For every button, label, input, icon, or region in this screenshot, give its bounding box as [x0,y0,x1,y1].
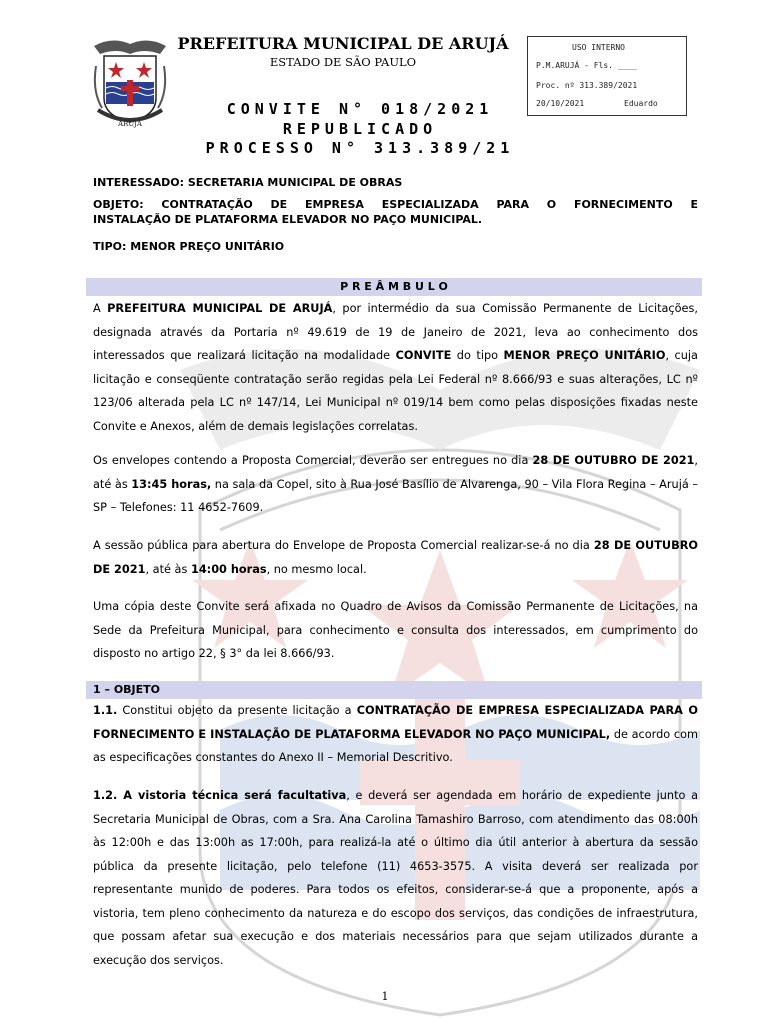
svg-text:ARUJÁ: ARUJÁ [118,120,142,128]
preambulo-paragraph-3: A sessão pública para abertura do Envelope de Proposta Comercial realizar-se-á no dia 28 DE OUTUBRO DE 2021, até às 14:00 horas, no mesmo local. [93,539,699,576]
objeto-label-line1: OBJETO: CONTRATAÇÃO DE EMPRESA ESPECIALIZADA PARA O FORNECIMENTO E [93,198,698,211]
page-title: PREFEITURA MUNICIPAL DE ARUJÁ [177,34,509,53]
objeto-label-line2: INSTALAÇÃO DE PLATAFORMA ELEVADOR NO PAÇO MUNICIPAL. [93,213,483,226]
stamp-line-3: Proc. nº 313.389/2021 [536,81,638,90]
preambulo-paragraph-1: A PREFEITURA MUNICIPAL DE ARUJÁ, por intermédio da sua Comissão Permanente de Licitações, designada através da Portaria nº 49.619 de 19 de Janeiro de 2021, leva ao conhecimento dos interessados que realizará licitação na modalidade CONVITE do tipo MENOR PREÇO UNITÁRIO, cuja licitação e conseqüente contratação serão regidas pela Lei Federal nº 8.666/93 e suas alterações, LC nº 123/06 alterada pela LC nº 147/14, Lei Municipal nº 019/14 bem como pelas disposições fixadas neste Convite e Anexos, além de demais legislações correlatas. [93,302,698,433]
objeto-heading: 1 – OBJETO [93,683,161,696]
stamp-line-1: USO INTERNO [572,43,625,52]
page-subtitle: ESTADO DE SÃO PAULO [269,55,417,69]
page-number: 1 [381,990,389,1003]
interessado-label: INTERESSADO: SECRETARIA MUNICIPAL DE OBRAS [93,176,403,189]
section-1-2: 1.2. A vistoria técnica será facultativa, e deverá ser agendada em horário de expediente junto a Secretaria Municipal de Obras, com a Sra. Ana Carolina Tamashiro Barroso, com atendimento das 08:00h às 12:00h e das 13:00h as 17:00h, para realizá-la até o último dia útil anterior à abertura da sessão pública da presente licitação, pelo telefone (11) 4653-3575. A visita deverá ser realizada por representante munido de poderes. Para todos os efeitos, considerar-se-á que a proponente, após a vistoria, tem pleno conhecimento da natureza e do escopo dos serviços, das condições de infraestrutura, que possam afetar sua execução e dos materiais necessários para que sejam utilizados durante a execução dos serviços. [93,789,699,967]
preambulo-heading: P R E Â M B U L O [340,280,448,293]
convite-number: CONVITE N° 018/2021 [226,100,494,118]
objeto-heading-band [86,681,702,699]
processo-number: PROCESSO N° 313.389/21 [205,139,515,157]
section-1-1: 1.1. Constitui objeto da presente licitação a CONTRATAÇÃO DE EMPRESA ESPECIALIZADA PARA O FORNECIMENTO E INSTALAÇÃO DE PLATAFORMA ELEVADOR NO PAÇO MUNICIPAL, de acordo com as especificações constantes do Anexo II – Memorial Descritivo. [93,704,698,764]
stamp-line-2: P.M.ARUJÁ - Fls. ____ [536,61,638,70]
republicado-label: REPUBLICADO [282,120,438,138]
tipo-label: TIPO: MENOR PREÇO UNITÁRIO [93,240,285,253]
stamp-name: Eduardo [624,99,658,108]
internal-use-stamp [527,36,687,116]
stamp-date: 20/10/2021 [536,99,585,108]
preambulo-paragraph-2: Os envelopes contendo a Proposta Comercial, deverão ser entregues no dia 28 DE OUTUBRO DE 2021, até às 13:45 horas, na sala da Copel, sito à Rua José Basílio de Alvarenga, 90 – Vila Flora Regina – Arujá – SP – Telefones: 11 4652-7609. [93,454,699,514]
preambulo-paragraph-4: Uma cópia deste Convite será afixada no Quadro de Avisos da Comissão Permanente de Licitações, na Sede da Prefeitura Municipal, para conhecimento e consulta dos interessados, em cumprimento do disposto no artigo 22, § 3° da lei 8.666/93. [93,600,698,660]
